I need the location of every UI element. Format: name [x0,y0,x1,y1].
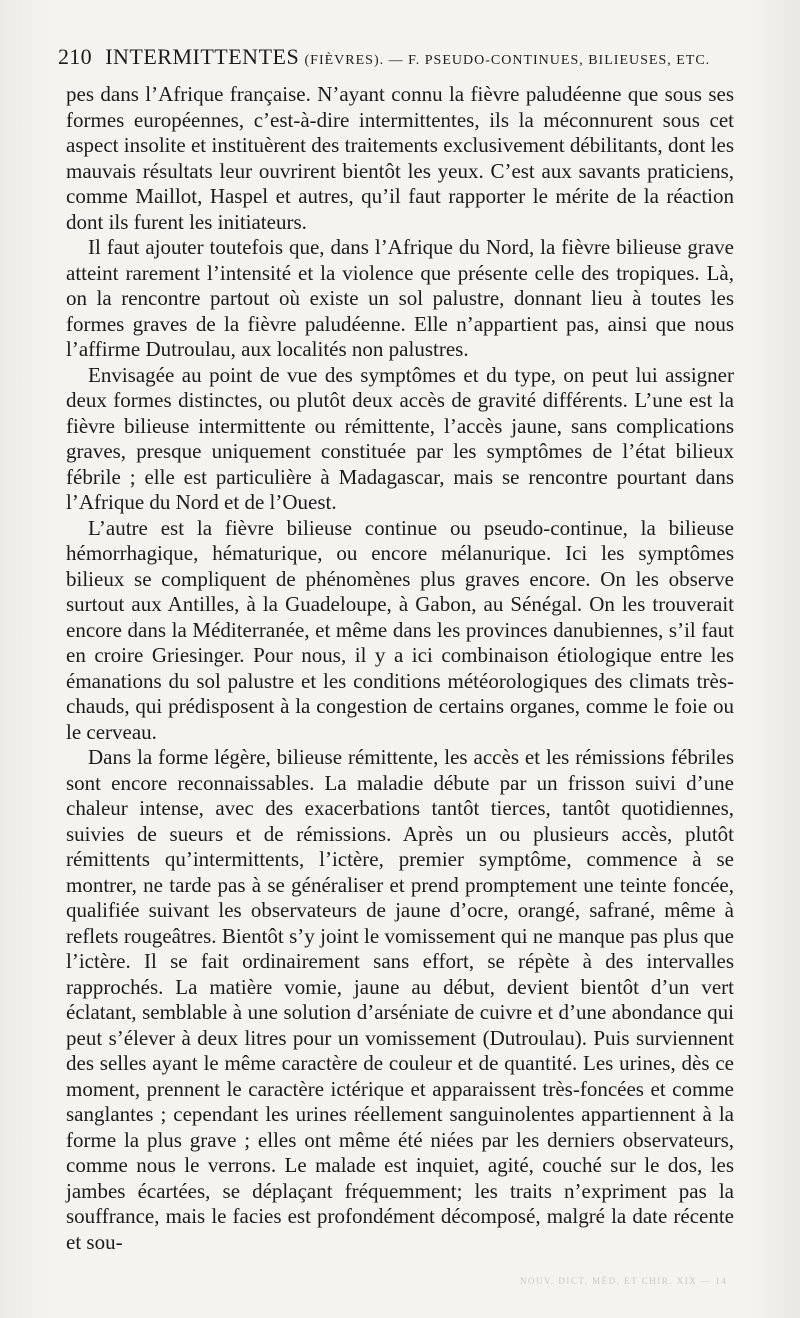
footer-bleed-text: NOUV. DICT. MÉD. ET CHIR. XIX — 14 [520,1276,728,1286]
paragraph: L’autre est la fièvre bilieuse continue ou pseudo-continue, la bilieuse hémorrhagique, hématurique, ou encore mélanurique. Ici les symptômes bilieux se compliquent de phénomènes plus graves encore. On les observe surtout aux Antilles, à la Guadeloupe, à Gabon, au Sénégal. On les trouverait encore dans la Méditerranée, et même dans les provinces danubiennes, s’il faut en croire Griesinger. Pour nous, il y a ici combinaison étiologique entre les émanations du sol palustre et les conditions météorologiques des climats très-chauds, qui prédisposent à la congestion de certains organes, comme le foie ou le cerveau. [66,515,734,744]
paragraph: pes dans l’Afrique française. N’ayant connu la fièvre paludéenne que sous ses formes européennes, c’est-à-dire intermittentes, ils la méconnurent sous cet aspect insolite et instituèrent des traitements exclusivement débilitants, dont les mauvais résultats leur ouvrirent bientôt les yeux. C’est aux savants praticiens, comme Maillot, Haspel et autres, qu’il faut rapporter le mérite de la réaction dont ils furent les initiateurs. [66,82,734,234]
running-header [58,44,738,74]
page-number: 210 [58,44,92,69]
paragraph: Dans la forme légère, bilieuse rémittente, les accès et les rémissions fébriles sont encore reconnaissables. La maladie débute par un frisson suivi d’une chaleur intense, avec des exacerbations tantôt tierces, tantôt quotidiennes, suivies de sueurs et de rémissions. Après un ou plusieurs accès, plutôt rémittents qu’intermittents, l’ictère, premier symptôme, commence à se montrer, ne tarde pas à se généraliser et prend promptement une teinte foncée, qualifiée suivant les observateurs de jaune d’ocre, orangé, safrané, même à reflets rougeâtres. Bientôt s’y joint le vomissement qui ne manque pas plus que l’ictère. Il se fait ordinairement sans effort, se répète à des intervalles rapprochés. La matière vomie, jaune au début, devient bientôt d’un vert éclatant, semblable à une solution d’arséniate de cuivre et d’une abondance qui peut s’élever à deux litres pour un vomissement (Dutroulau). Puis surviennent des selles ayant le même caractère de couleur et de quantité. Les urines, dès ce moment, prennent le caractère ictérique et apparaissent très-foncées et comme sanglantes ; cependant les urines réellement sanguinolentes appartiennent à la forme la plus grave ; elles ont même été niées par les derniers observateurs, comme nous le verrons. Le malade est inquiet, agité, couché sur le dos, les jambes écartées, se déplaçant fréquemment; les traits n’expriment pas la souffrance, mais le facies est profondément décomposé, malgré la date récente et sou- [66,745,734,1254]
paragraph: Envisagée au point de vue des symptômes et du type, on peut lui assigner deux formes distinctes, ou plutôt deux accès de gravité différents. L’une est la fièvre bilieuse intermittente ou rémittente, l’accès jaune, sans complications graves, presque uniquement constituée par les symptômes de l’état bilieux fébrile ; elle est particulière à Madagascar, mais se rencontre pourtant dans l’Afrique du Nord et de l’Ouest. [66,362,734,514]
paragraph: Il faut ajouter toutefois que, dans l’Afrique du Nord, la fièvre bilieuse grave atteint rarement l’intensité et la violence que présente celle des tropiques. Là, on la rencontre partout où existe un sol palustre, donnant lieu à toutes les formes graves de la fièvre paludéenne. Elle n’appartient pas, ainsi que nous l’affirme Dutroulau, aux localités non palustres. [66,235,734,361]
header-title: INTERMITTENTES [105,44,300,69]
body-text [66,82,734,1255]
header-subtitle: (FIÈVRES). — F. PSEUDO-CONTINUES, BILIEUSES, ETC. [304,53,711,68]
